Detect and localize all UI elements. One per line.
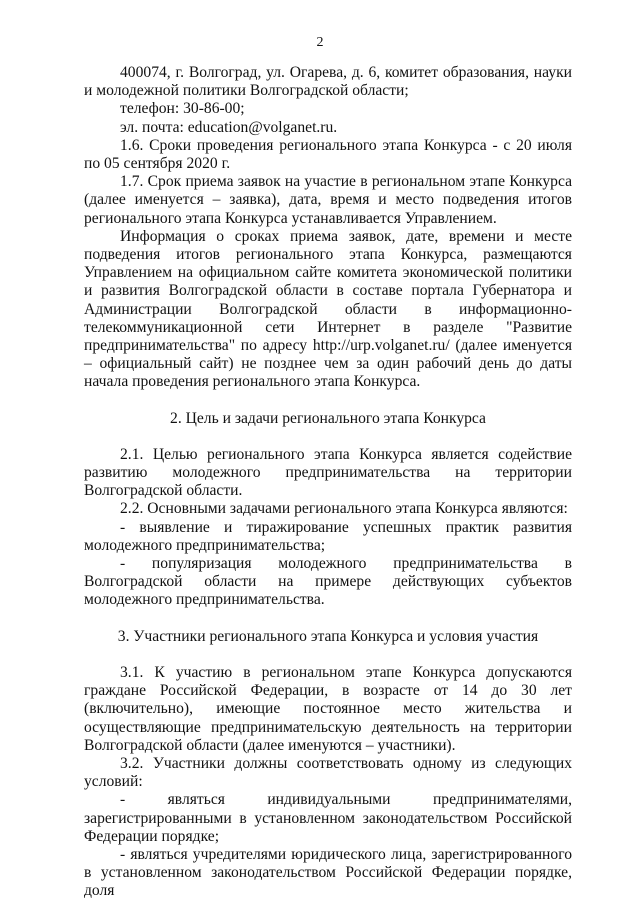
info-paragraph: Информация о сроках приема заявок, дате, времени и месте подведения итогов регионального этапа Конкурса, размещаются Управлением на официальном сайте комитета экономической политики и развития Волгоградской области в составе портала Губернатора и Администрации Волгоградской области в информационно-телекоммуникационной сети Интернет в разделе "Развитие предпринимательства" по адресу http://urp.volganet.ru/ (далее именуется – официальный сайт) не позднее чем за один рабочий день до даты начала проведения регионального этапа Конкурса. [84,227,572,391]
clause-2-2: 2.2. Основными задачами регионального этапа Конкурса являются: [120,500,568,518]
condition-item-2: - являться учредителями юридического лица, зарегистрированного в установленном законодательством Российской Федерации порядке, доля [84,845,572,900]
section-2-heading: 2. Цель и задачи регионального этапа Конкурса [170,409,486,427]
email-paragraph: эл. почта: education@volganet.ru. [120,118,338,136]
document-body [84,64,572,901]
clause-1-6: 1.6. Сроки проведения регионального этапа Конкурса - с 20 июля по 05 сентября 2020 г. [84,136,572,173]
clause-3-1: 3.1. К участию в региональном этапе Конкурса допускаются граждане Российской Федерации, в возрасте от 14 до 30 лет (включительно), имеющие постоянное место жительства и осуществляющие предпринимательскую деятельность на территории Волгоградской области (далее именуются – участники). [84,663,572,754]
section-3-heading: 3. Участники регионального этапа Конкурса и условия участия [117,627,539,645]
task-item-1: - выявление и тиражирование успешных практик развития молодежного предпринимательства; [84,518,572,554]
task-item-2: - популяризация молодежного предпринимательства в Волгоградской области на примере действующих субъектов молодежного предпринимательства. [84,555,572,609]
phone-paragraph: телефон: 30-86-00; [120,100,245,118]
page-number: 2 [316,35,324,50]
clause-1-7: 1.7. Срок приема заявок на участие в региональном этапе Конкурса (далее именуется – заявка), дата, время и место подведения итогов регионального этапа Конкурса устанавливается Управлением. [84,173,572,227]
clause-2-1: 2.1. Целью регионального этапа Конкурса является содействие развитию молодежного предпринимательства на территории Волгоградской области. [84,445,572,500]
clause-3-2: 3.2. Участники должны соответствовать одному из следующих условий: [84,754,572,791]
condition-item-1: - являться индивидуальными предпринимателями, зарегистрированными в установленном законодательством Российской Федерации порядке; [84,791,572,845]
address-paragraph: 400074, г. Волгоград, ул. Огарева, д. 6, комитет образования, науки и молодежной политики Волгоградской области; [84,64,572,100]
